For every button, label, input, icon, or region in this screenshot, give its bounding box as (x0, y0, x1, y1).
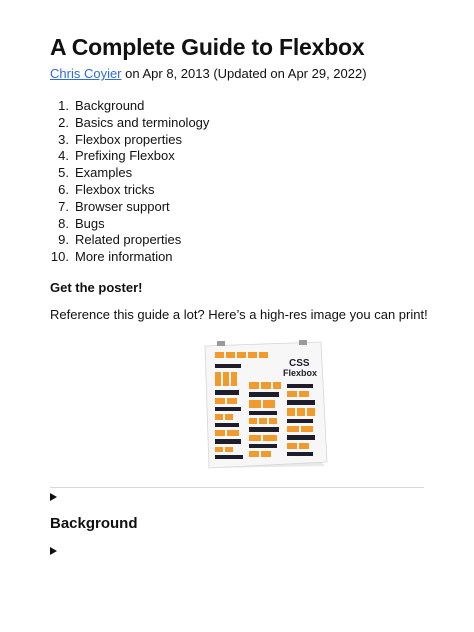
toc-label: Flexbox tricks (75, 181, 155, 197)
toc-number: 7. (58, 198, 69, 214)
toc-label: Browser support (75, 198, 170, 214)
toc-item[interactable] (50, 98, 209, 115)
toc-item[interactable] (50, 115, 209, 132)
toc-number: 10. (50, 249, 69, 265)
publish-date: on Apr 8, 2013 (Updated on Apr 29, 2022) (125, 66, 367, 81)
toc-number: 9. (58, 232, 69, 248)
toc-number: 8. (58, 215, 69, 231)
toc-number: 5. (58, 165, 69, 181)
toc-label: Prefixing Flexbox (75, 148, 175, 164)
toc-item[interactable] (50, 249, 209, 266)
table-of-contents (50, 98, 209, 266)
toc-label: Examples (75, 165, 133, 181)
poster-heading: Get the poster! (50, 280, 143, 295)
toc-label: Related properties (75, 232, 182, 248)
poster-title-flexbox: Flexbox (283, 368, 318, 378)
page-title: A Complete Guide to Flexbox (50, 34, 365, 60)
byline (50, 66, 367, 81)
section-divider (50, 487, 424, 488)
toc-item[interactable] (50, 148, 209, 165)
toc-item[interactable] (50, 165, 209, 182)
toc-item[interactable] (50, 216, 209, 233)
disclosure-triangle-icon[interactable] (50, 547, 57, 555)
author-link[interactable]: Chris Coyier (50, 66, 122, 81)
poster-title-css: CSS (289, 358, 310, 369)
toc-item[interactable] (50, 132, 209, 149)
toc-label: Bugs (75, 215, 105, 231)
toc-label: Background (75, 98, 145, 113)
toc-label: Basics and terminology (75, 114, 210, 130)
toc-number: 6. (58, 181, 69, 197)
toc-number: 2. (58, 114, 69, 130)
flexbox-poster-image[interactable] (195, 340, 335, 470)
toc-number: 4. (58, 148, 69, 164)
section-heading-background: Background (50, 515, 138, 532)
poster-description: Reference this guide a lot? Here’s a high-res image you can print! (50, 307, 428, 322)
toc-number: 1. (58, 98, 69, 113)
toc-item[interactable] (50, 182, 209, 199)
disclosure-triangle-icon[interactable] (50, 493, 57, 501)
toc-label: More information (75, 249, 173, 265)
toc-item[interactable] (50, 199, 209, 216)
toc-number: 3. (58, 131, 69, 147)
toc-item[interactable] (50, 232, 209, 249)
toc-label: Flexbox properties (75, 131, 182, 147)
